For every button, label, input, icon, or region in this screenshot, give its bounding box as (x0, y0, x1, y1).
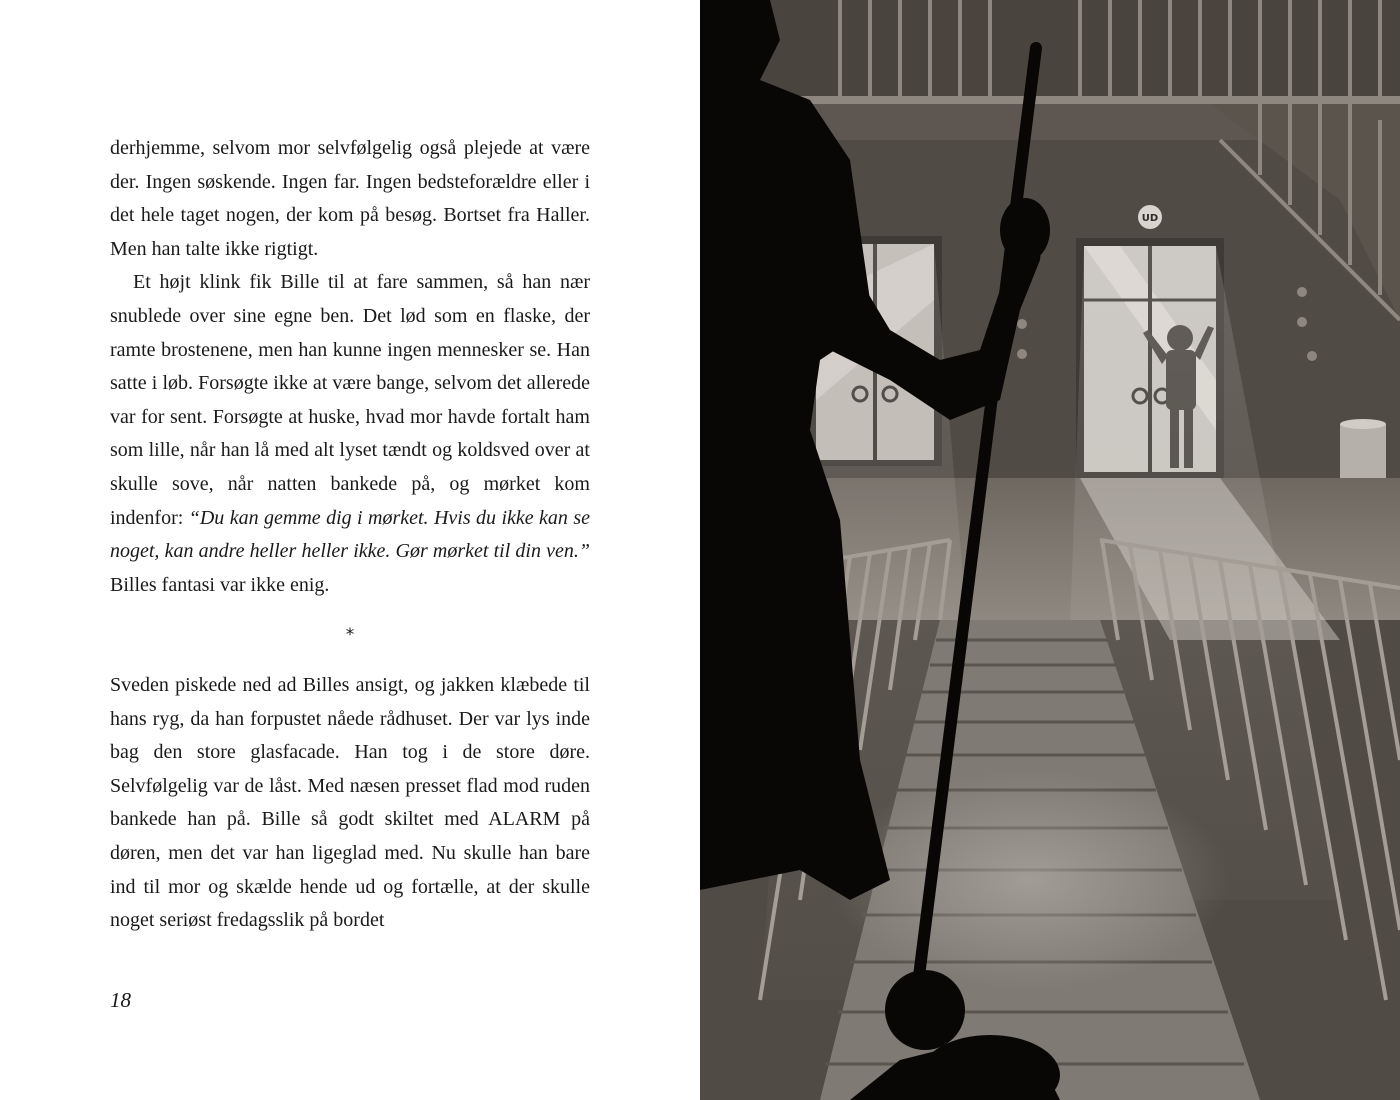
text-segment: derhjemme, selvom mor selvfølgelig også plejede at være der. Ingen søskende. Ingen far. Ingen bedsteforældre eller i det hele taget nogen, der kom på besøg. Bortset fra Haller. Men han talte ikke rigtigt. (110, 137, 590, 260)
text-block-bottom (110, 669, 590, 938)
stairwell-illustration (700, 0, 1400, 1100)
text-segment: Et højt klink fik Bille til at fare sammen, så han nær snublede over sine egne ben. Det lød som en flaske, der ramte brostenene, men han kunne ingen mennesker se. Han satte i løb. Forsøgte ikke at være bange, selvom det allerede var for sent. Forsøgte at huske, hvad mor havde fortalt ham som lille, når han lå med alt lyset tændt og koldsved over at skulle sove, når natten bankede på, og mørket kom indenfor: (110, 271, 590, 529)
text-segment: Billes fantasi var ikke enig. (110, 573, 330, 596)
paragraph-klink (110, 266, 590, 602)
illustration-page (700, 0, 1400, 1100)
exit-sign (1138, 205, 1162, 229)
trash-bin (1340, 419, 1386, 484)
italic-quote: “Du kan gemme dig i mørket. Hvis du ikke kan se noget, kan andre heller heller ikke. Gør mørket til din ven.” (110, 506, 591, 563)
paragraph-continuation (110, 132, 590, 266)
exit-sign-text: UD (1141, 213, 1159, 224)
page-number: 18 (110, 988, 131, 1012)
text-block-top (110, 132, 590, 602)
paragraph-sveden: Sveden piskede ned ad Billes ansigt, og jakken klæbede til hans ryg, da han forpustet nåede rådhuset. Der var lys inde bag den store glasfacade. Han tog i de store døre. Selvfølgelig var de låst. Med næsen presset flad mod ruden bankede han på. Bille så godt skiltet med ALARM på døren, men det var han ligeglad med. Nu skulle han bare ind til mor og skælde hende ud og fortælle, at der skulle noget seriøst fredagsslik på bordet (110, 674, 590, 932)
section-break-ornament: * (345, 625, 355, 645)
